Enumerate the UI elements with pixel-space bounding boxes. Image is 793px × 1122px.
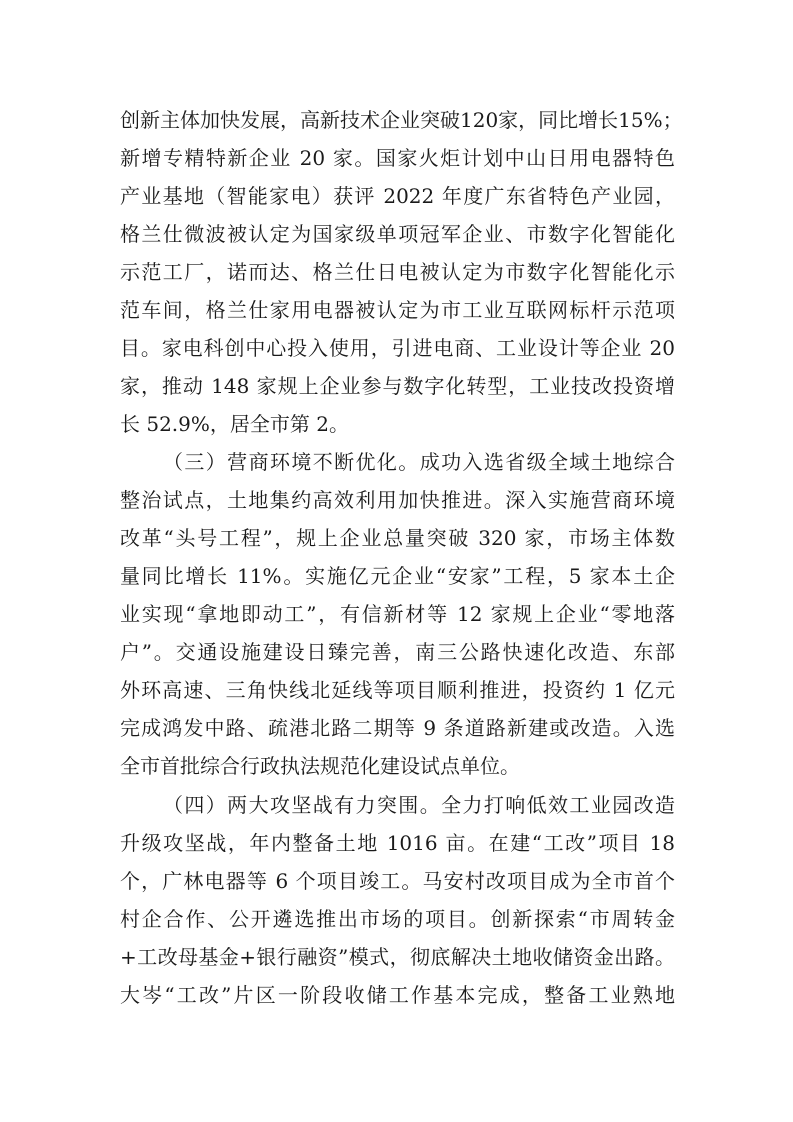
- text-line: 业实现“拿地即动工”，有信新材等 12 家规上企业“零地落: [120, 602, 675, 626]
- text-line: 范车间，格兰仕家用电器被认定为市工业互联网标杆示范项: [120, 298, 675, 322]
- text-line: 升级攻坚战，年内整备土地 1016 亩。在建“工改”项目 18: [120, 831, 675, 855]
- text-line: 长 52.9%，居全市第 2。: [120, 412, 349, 436]
- text-line: 户”。交通设施建设日臻完善，南三公路快速化改造、东部: [120, 640, 675, 664]
- text-line: 量同比增长 11%。实施亿元企业“安家”工程，5 家本土企: [120, 564, 675, 588]
- text-line: 创新主体加快发展，高新技术企业突破120家，同比增长15%；: [120, 108, 683, 132]
- section-heading-line: （三）营商环境不断优化。成功入选省级全域土地综合: [163, 450, 675, 474]
- text-line: 全市首批综合行政执法规范化建设试点单位。: [120, 754, 520, 778]
- text-line: 格兰仕微波被认定为国家级单项冠军企业、市数字化智能化: [120, 222, 675, 246]
- text-line: 目。家电科创中心投入使用，引进电商、工业设计等企业 20: [120, 336, 675, 360]
- text-line: 完成鸿发中路、疏港北路二期等 9 条道路新建或改造。入选: [120, 716, 675, 740]
- text-line: +工改母基金+银行融资”模式，彻底解决土地收储资金出路。: [120, 945, 675, 969]
- text-line: 村企合作、公开遴选推出市场的项目。创新探索“市周转金: [120, 907, 675, 931]
- section-heading-line: （四）两大攻坚战有力突围。全力打响低效工业园改造: [163, 793, 675, 817]
- text-line: 产业基地（智能家电）获评 2022 年度广东省特色产业园，: [120, 184, 675, 208]
- text-line: 大岑“工改”片区一阶段收储工作基本完成，整备工业熟地: [120, 983, 675, 1007]
- text-line: 新增专精特新企业 20 家。国家火炬计划中山日用电器特色: [120, 146, 675, 170]
- text-line: 外环高速、三角快线北延线等项目顺利推进，投资约 1 亿元: [120, 678, 675, 702]
- text-line: 个，广林电器等 6 个项目竣工。马安村改项目成为全市首个: [120, 869, 675, 893]
- text-line: 家，推动 148 家规上企业参与数字化转型，工业技改投资增: [120, 374, 675, 398]
- text-line: 整治试点，土地集约高效利用加快推进。深入实施营商环境: [120, 488, 675, 512]
- text-line: 示范工厂，诺而达、格兰仕日电被认定为市数字化智能化示: [120, 260, 675, 284]
- text-line: 改革“头号工程”，规上企业总量突破 320 家，市场主体数: [120, 526, 675, 550]
